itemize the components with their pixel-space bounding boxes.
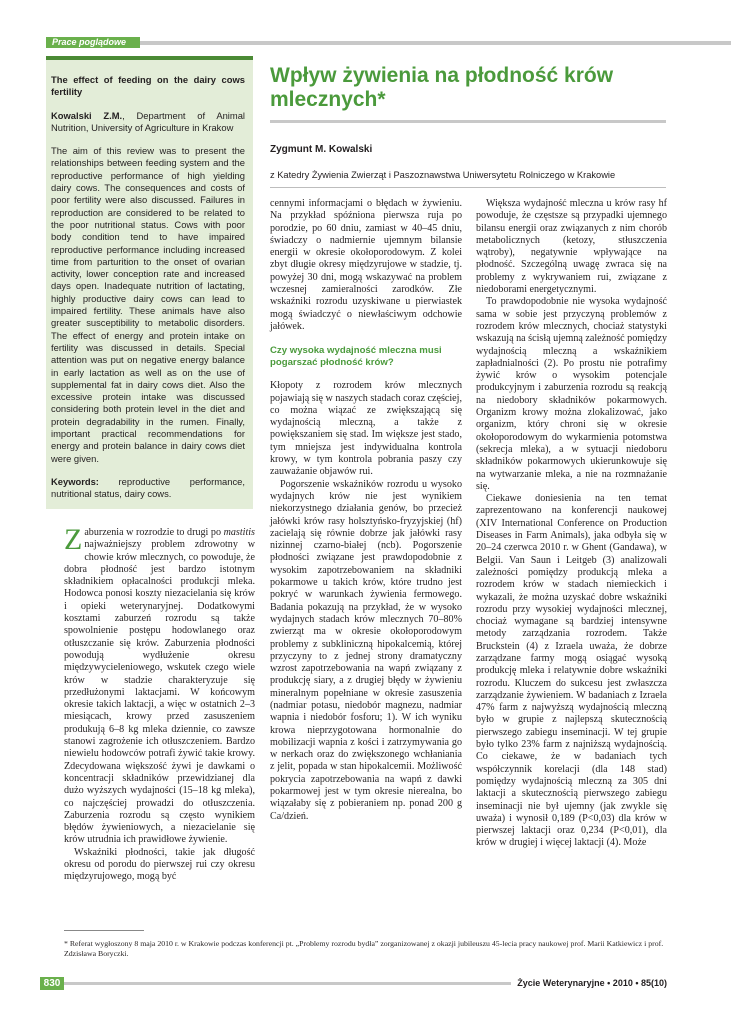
section-label: Prace poglądowe bbox=[46, 37, 140, 48]
footnote-rule bbox=[64, 930, 144, 931]
italic-term: mastitis bbox=[223, 527, 255, 538]
paragraph: cennymi informacjami o błędach w żywieniu. Na przykład spóźniona pierwsza ruja po porodzie, po 60 dniu, zamiast w 40–45 dniu, świadczy o nadmiernie ujemnym bilansie energii w okresie okołoporodowym. Z kolei zbyt długie okresy międzyrujowe w stadzie, tj. powyżej 30 dni, mogą wskazywać na problem wczesnej zamieralności zarodków. Złe wskaźniki rozrodu uzyskiwane u pierwiastek mogą świadczyć o niewłaściwym odchowie jałówek. bbox=[270, 198, 462, 332]
paragraph: Większa wydajność mleczna u krów rasy hf powoduje, że częstsze są przypadki ujemnego bilansu energii oraz związanych z nim chorób metabolicznych (ketozy, stłuszczenia wątroby), negatywnie wpływające na płodność. Szczególną uwagę zwraca się na problemy z wykrywaniem rui, związane z niedoborami energetycznymi. bbox=[476, 198, 667, 296]
body-column-2 bbox=[270, 198, 462, 823]
text-run: najważniejszy problem zdrowotny w chowie krów mlecznych, co powoduje, że dobra płodność jest bardzo istotnym składnikiem opłacalności produkcji mleka. Hodowca ponosi koszty niezacielania się krów i opieki weterynaryjnej. Dodatkowymi kosztami zaburzeń rozrodu są także spowolnienie postępu hodowlanego oraz otłuszczanie się krów. Zaburzenia płodności powodują wydłużenie okresu międzywycieleniowego, wskutek czego wiele krów w stadzie charakteryzuje się przedłużonymi laktacjami. W końcowym okresie takich laktacji, a więc w ostatnich 2–3 miesiącach, krowy przed zasuszeniem produkują 6–8 kg mleka dziennie, co zawsze stanowi zagrożenie ich otłuszczeniem. Bardzo niewielu hodowców potrafi żywić takie krowy. Zdecydowana większość żywi je dawkami o koncentracji składników przewidzianej dla dużo wyższych wydajności (15–18 kg mleka), co najczęściej prowadzi do otłuszczenia. Zaburzenia rozrodu są często wynikiem błędów żywieniowych, a niezacielanie się krów utrudnia ich prawidłowe żywienie. bbox=[64, 539, 255, 846]
paragraph: Pogorszenie wskaźników rozrodu u wysoko wydajnych krów nie jest wynikiem niekorzystnego działania genów, bo przecież jałówki krów rasy holsztyńsko-fryzyjskiej (hf) zacielają się równie dobrze jak jałówki rasy nizinnej czarno-białej (ncb). Pogorszenie płodności związane jest prawdopodobnie z wysokim zapotrzebowaniem na składniki pokarmowe u takich krów, które trudno jest pokryć w warunkach żywienia fermowego. Badania pokazują na przykład, że w wysoko wydajnych stadach krów mlecznych 70–80% zwierząt ma w okresie okołoporodowym problemy z subkliniczną hipokalcemią, której przyczyny to z jednej strony dramatyczny wzrost zapotrzebowania na wapń związany z produkcję siary, a z drugiej błędy w żywieniu mineralnym popełniane w okresie zasuszenia (nadmiar potasu, niedobór magnezu, nadmiar wapnia i niedobór fosforu; 1). W ich wyniku krowa nieprzygotowana hormonalnie do mobilizacji wapnia z kości i zatrzymywania go w nerkach oraz do zwiększonego wchłaniania z jelit, popada w stan hipokalcemii. Możliwość pokrycia zapotrzebowania na wapń z dawki pokarmowej jest w tym okresie nierealna, bo wiązałaby się z pobieraniem np. ponad 200 g Ca/dzień. bbox=[270, 478, 462, 822]
article-author: Zygmunt M. Kowalski bbox=[270, 144, 373, 155]
paragraph: Wskaźniki płodności, takie jak długość okresu od porodu do pierwszej rui czy okresu międzyrujowego, mogą być bbox=[64, 846, 255, 883]
abstract-author-affiliation: , Department of Animal Nutrition, University of Agriculture in Krakow bbox=[51, 109, 245, 133]
text-run: aburzenia w rozrodzie to drugi po bbox=[84, 527, 224, 538]
abstract-text: The aim of this review was to present the relationships between feeding system and the reproductive performance of high yielding dairy cows. The consequences and costs of poor fertility were also discussed. Failures in reproduction are considered to be related to the poor nutritional status. Cows with poor body condition tend to have impaired reproductive performance including increased time from parturition to the onset of ovarian activity, lower conception rate and increased days open. Inadequate nutrition of lactating, highly productive dairy cows can lead to impaired fertility. These animals have also greater susceptibility to metabolic disorders. The effect of energy and protein intake on fertility was discussed in details. Special attention was put on negative energy balance in early lactation as well as on the use of supplemental fat in dairy cows diet. Also the excessive protein intake was discussed considering both protein level in the diet and protein degradability in the rumen. Finally, important practical recommendations for energy and protein balance in dairy cows diet were given. bbox=[51, 145, 245, 464]
paragraph bbox=[64, 523, 255, 847]
drop-cap: Z bbox=[64, 523, 83, 556]
paragraph: Ciekawe doniesienia na ten temat zaprezentowano na konferencji naukowej (XIV International Conference on Production Diseases in Farm Animals), jaka odbyła się w 20–24 czerwca 2010 r. w Ghent (Gandawa), w Belgii. Van Saun i Leitgeb (3) analizowali zależności pomiędzy produkcją mleka a rozrodem krów w stadach niemieckich i wykazali, że można uzyskać dobre wskaźniki rozrodu przy wysokiej wydajności mlecznej, chociaż wymagane są bardziej intensywne metody zarządzania rozrodem. Także Bruckstein (4) z Izraela uważa, że dobrze zarządzane farmy mogą osiągać wysoką produkcję mleka i relatywnie dobre wskaźniki rozrodu. Kluczem do sukcesu jest zwłaszcza zarządzanie żywieniem. W badaniach z Izraela 47% farm z najwyższą wydajnością mleczną było w grupie z najlepszą skutecznością pierwszego zabiegu inseminacji. W tej grupie było tylko 23% farm z najniższą wydajnością. Co ciekawe, że w badaniach tych współczynnik korelacji (dla 148 stad) pomiędzy wydajnością mleczną za 305 dni laktacji a skutecznością pierwszego zabiegu inseminacji nie był ujemny (jak zwykle się uważa) i wynosił 0,189 (P<0,03) dla krów w pierwszej laktacji oraz 0,234 (P<0,01), dla krów w drugiej i więcej laktacji (4). Może bbox=[476, 493, 667, 849]
journal-citation: Życie Weterynaryjne • 2010 • 85(10) bbox=[511, 978, 667, 988]
abstract-title: The effect of feeding on the dairy cows fertility bbox=[51, 74, 245, 98]
article-affiliation: z Katedry Żywienia Zwierząt i Paszoznawstwa Uniwersytetu Rolniczego w Krakowie bbox=[270, 170, 616, 180]
keywords bbox=[51, 476, 245, 501]
header-rule bbox=[140, 41, 731, 45]
body-column-1 bbox=[64, 523, 255, 884]
title-rule bbox=[270, 120, 666, 123]
keywords-list: reproductive performance, nutritional status, dairy cows. bbox=[51, 475, 245, 500]
affiliation-rule bbox=[270, 187, 666, 188]
paragraph: To prawdopodobnie nie wysoka wydajność sama w sobie jest przyczyną problemów z rozrodem krów mlecznych, chociaż statystyki wskazują na ścisłą ujemną zależność pomiędzy wydajnością mleczną a wskaźnikiem zapładnialności (2). Po prostu nie potrafimy żywić krów o wysokim potencjale produkcyjnym i zaburzenia rozrodu są reakcją na niedobory składników pokarmowych. Organizm krowy można zlokalizować, jako organizm, który chroni się w okresie okołoporodowym do wykarmienia potomstwa (sekrecja mleka), a w sytuacji niedoboru składników pokarmowych ukierunkowuje się na wytwarzanie mleka, a nie na rozmnażanie się. bbox=[476, 296, 667, 492]
keywords-label: Keywords: bbox=[51, 475, 99, 487]
english-abstract-box bbox=[46, 56, 253, 509]
article-title: Wpływ żywienia na płodność krów mlecznych* bbox=[270, 64, 614, 111]
abstract-author-name: Kowalski Z.M. bbox=[51, 109, 123, 121]
body-column-3 bbox=[476, 198, 667, 850]
footnote: * Referat wygłoszony 8 maja 2010 r. w Krakowie podczas konferencji pt. „Problemy rozrodu bydła” zorganizowanej z okazji jubileuszu 45-lecia pracy naukowej prof. Marii Katkiewicz i prof. Zdzisława Boryczki. bbox=[64, 939, 664, 958]
paragraph: Kłopoty z rozrodem krów mlecznych pojawiają się w naszych stadach coraz częściej, co można wiązać ze zwiększającą się wydajnością mleczną, a także z powiększaniem się stad. Im większe jest stado, tym mniejsza jest indywidualna kontrola krowy, w tym kontrola pobrania paszy czy zauważanie objawów rui. bbox=[270, 380, 462, 478]
abstract-authors bbox=[51, 110, 245, 135]
page-number: 830 bbox=[40, 977, 64, 990]
section-heading: Czy wysoka wydajność mleczna musi pogarszać płodność krów? bbox=[270, 345, 442, 369]
